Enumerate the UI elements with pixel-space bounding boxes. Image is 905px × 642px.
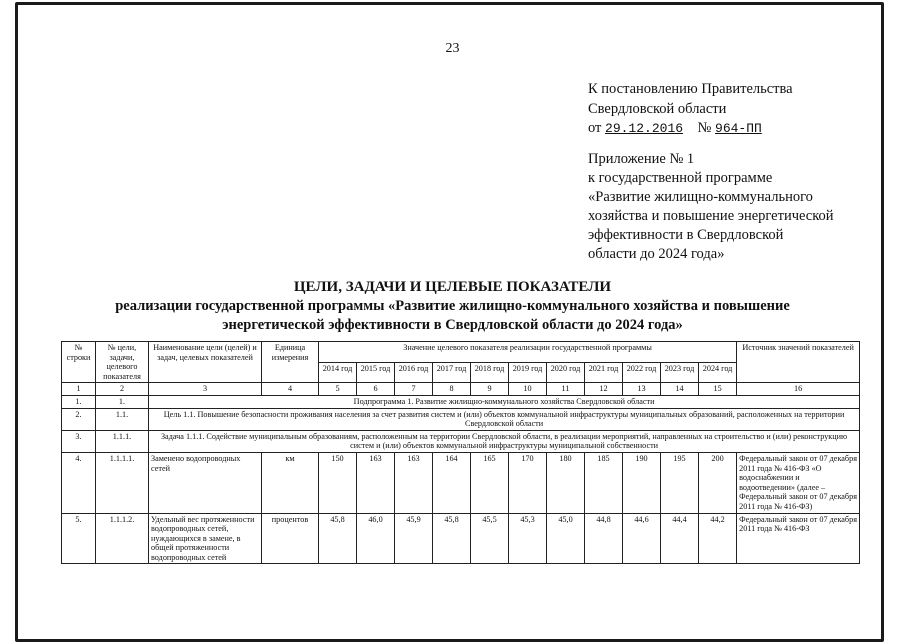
column-number: 1 — [62, 383, 96, 396]
column-number: 15 — [699, 383, 737, 396]
row-code: 1.1.1.2. — [96, 513, 149, 564]
column-number: 8 — [433, 383, 471, 396]
table-header-row — [62, 342, 860, 363]
value-cell: 45,5 — [471, 513, 509, 564]
header-year: 2022 год — [623, 362, 661, 383]
value-cell: 45,3 — [509, 513, 547, 564]
task-text: Задача 1.1.1. Содействие муниципальным образованиям, расположенным на территории Свердловской области, в реализации мероприятий, направленных на строительство и (или) реконструкцию систем и (или) объектов коммунальной инфраструктуры муниципальной собственности — [149, 430, 860, 452]
value-cell: 164 — [433, 452, 471, 513]
goal-row — [62, 408, 860, 430]
header-source: Источник значений показателей — [737, 342, 860, 383]
column-number: 9 — [471, 383, 509, 396]
value-cell: 44,8 — [585, 513, 623, 564]
value-cell: 45,8 — [319, 513, 357, 564]
column-number-row — [62, 383, 860, 396]
value-cell: 195 — [661, 452, 699, 513]
column-number: 4 — [262, 383, 319, 396]
column-number: 6 — [357, 383, 395, 396]
header-year: 2023 год — [661, 362, 699, 383]
header-year: 2017 год — [433, 362, 471, 383]
document-title — [0, 278, 905, 335]
column-number: 14 — [661, 383, 699, 396]
column-number: 16 — [737, 383, 860, 396]
value-cell: 185 — [585, 452, 623, 513]
table-row — [62, 452, 860, 513]
annex-line: эффективности в Свердловской — [588, 227, 784, 243]
value-cell: 46,0 — [357, 513, 395, 564]
indicator-source: Федеральный закон от 07 декабря 2011 года № 416-ФЗ — [737, 513, 860, 564]
indicator-unit: процентов — [262, 513, 319, 564]
value-cell: 163 — [395, 452, 433, 513]
value-cell: 44,4 — [661, 513, 699, 564]
value-cell: 190 — [623, 452, 661, 513]
value-cell: 44,2 — [699, 513, 737, 564]
value-cell: 200 — [699, 452, 737, 513]
value-cell: 45,9 — [395, 513, 433, 564]
value-cell: 45,8 — [433, 513, 471, 564]
value-cell: 170 — [509, 452, 547, 513]
header-year: 2021 год — [585, 362, 623, 383]
header-value-group: Значение целевого показателя реализации государственной программы — [319, 342, 737, 363]
row-code: 1. — [96, 395, 149, 408]
annex-line: Приложение № 1 — [588, 151, 695, 167]
header-year: 2014 год — [319, 362, 357, 383]
decree-reference — [588, 80, 793, 139]
value-cell: 150 — [319, 452, 357, 513]
row-code: 1.1. — [96, 408, 149, 430]
row-number: 4. — [62, 452, 96, 513]
annex-line: области до 2024 года» — [588, 246, 725, 262]
header-year: 2020 год — [547, 362, 585, 383]
column-number: 13 — [623, 383, 661, 396]
column-number: 12 — [585, 383, 623, 396]
value-cell: 163 — [357, 452, 395, 513]
column-number: 11 — [547, 383, 585, 396]
title-sub-2: энергетической эффективности в Свердловской области до 2024 года» — [222, 317, 683, 333]
column-number: 3 — [149, 383, 262, 396]
title-main: ЦЕЛИ, ЗАДАЧИ И ЦЕЛЕВЫЕ ПОКАЗАТЕЛИ — [293, 279, 612, 295]
date-prefix: от — [588, 120, 602, 136]
row-code: 1.1.1. — [96, 430, 149, 452]
annex-line: «Развитие жилищно-коммунального — [588, 189, 813, 205]
header-year: 2019 год — [509, 362, 547, 383]
value-cell: 44,6 — [623, 513, 661, 564]
annex-line: к государственной программе — [588, 170, 773, 186]
row-number: 2. — [62, 408, 96, 430]
header-row-no: № строки — [62, 342, 96, 383]
annex-line: хозяйства и повышение энергетической — [588, 208, 834, 224]
header-year: 2024 год — [699, 362, 737, 383]
task-row — [62, 430, 860, 452]
decree-date-line — [588, 119, 793, 139]
header-year: 2016 год — [395, 362, 433, 383]
column-number: 7 — [395, 383, 433, 396]
decree-date: 29.12.2016 — [605, 121, 684, 136]
title-sub-1: реализации государственной программы «Развитие жилищно-коммунального хозяйства и повышение — [115, 298, 790, 314]
decree-number: 964-ПП — [715, 121, 762, 136]
goal-text: Цель 1.1. Повышение безопасности проживания населения за счет развития систем и (или) объектов коммунальной инфраструктуры муниципальных образований, расположенных на территории Свердловской области — [149, 408, 860, 430]
header-name: Наименование цели (целей) и задач, целевых показателей — [149, 342, 262, 383]
row-number: 5. — [62, 513, 96, 564]
value-cell: 180 — [547, 452, 585, 513]
column-number: 2 — [96, 383, 149, 396]
number-prefix: № — [697, 120, 712, 136]
header-year: 2018 год — [471, 362, 509, 383]
decree-line-2: Свердловской области — [588, 100, 727, 117]
table-row — [62, 513, 860, 564]
indicator-unit: км — [262, 452, 319, 513]
indicator-name: Удельный вес протяженности водопроводных сетей, нуждающихся в замене, в общей протяженности водопроводных сетей — [149, 513, 262, 564]
column-number: 5 — [319, 383, 357, 396]
header-year: 2015 год — [357, 362, 395, 383]
value-cell: 45,0 — [547, 513, 585, 564]
value-cell: 165 — [471, 452, 509, 513]
indicator-source: Федеральный закон от 07 декабря 2011 года № 416-ФЗ «О водоснабжении и водоотведении» (далее – Федеральный закон от 07 декабря 2011 года № 416-ФЗ) — [737, 452, 860, 513]
header-unit: Единица измерения — [262, 342, 319, 383]
annex-reference — [588, 150, 858, 264]
header-goal-no: № цели, задачи, целевого показателя — [96, 342, 149, 383]
decree-line-1: К постановлению Правительства — [588, 81, 793, 97]
subprogram-row — [62, 395, 860, 408]
goals-table — [61, 341, 860, 564]
row-number: 3. — [62, 430, 96, 452]
subprogram-text: Подпрограмма 1. Развитие жилищно-коммунального хозяйства Свердловской области — [149, 395, 860, 408]
row-code: 1.1.1.1. — [96, 452, 149, 513]
page-number: 23 — [445, 41, 460, 56]
indicator-name: Заменено водопроводных сетей — [149, 452, 262, 513]
row-number: 1. — [62, 395, 96, 408]
column-number: 10 — [509, 383, 547, 396]
